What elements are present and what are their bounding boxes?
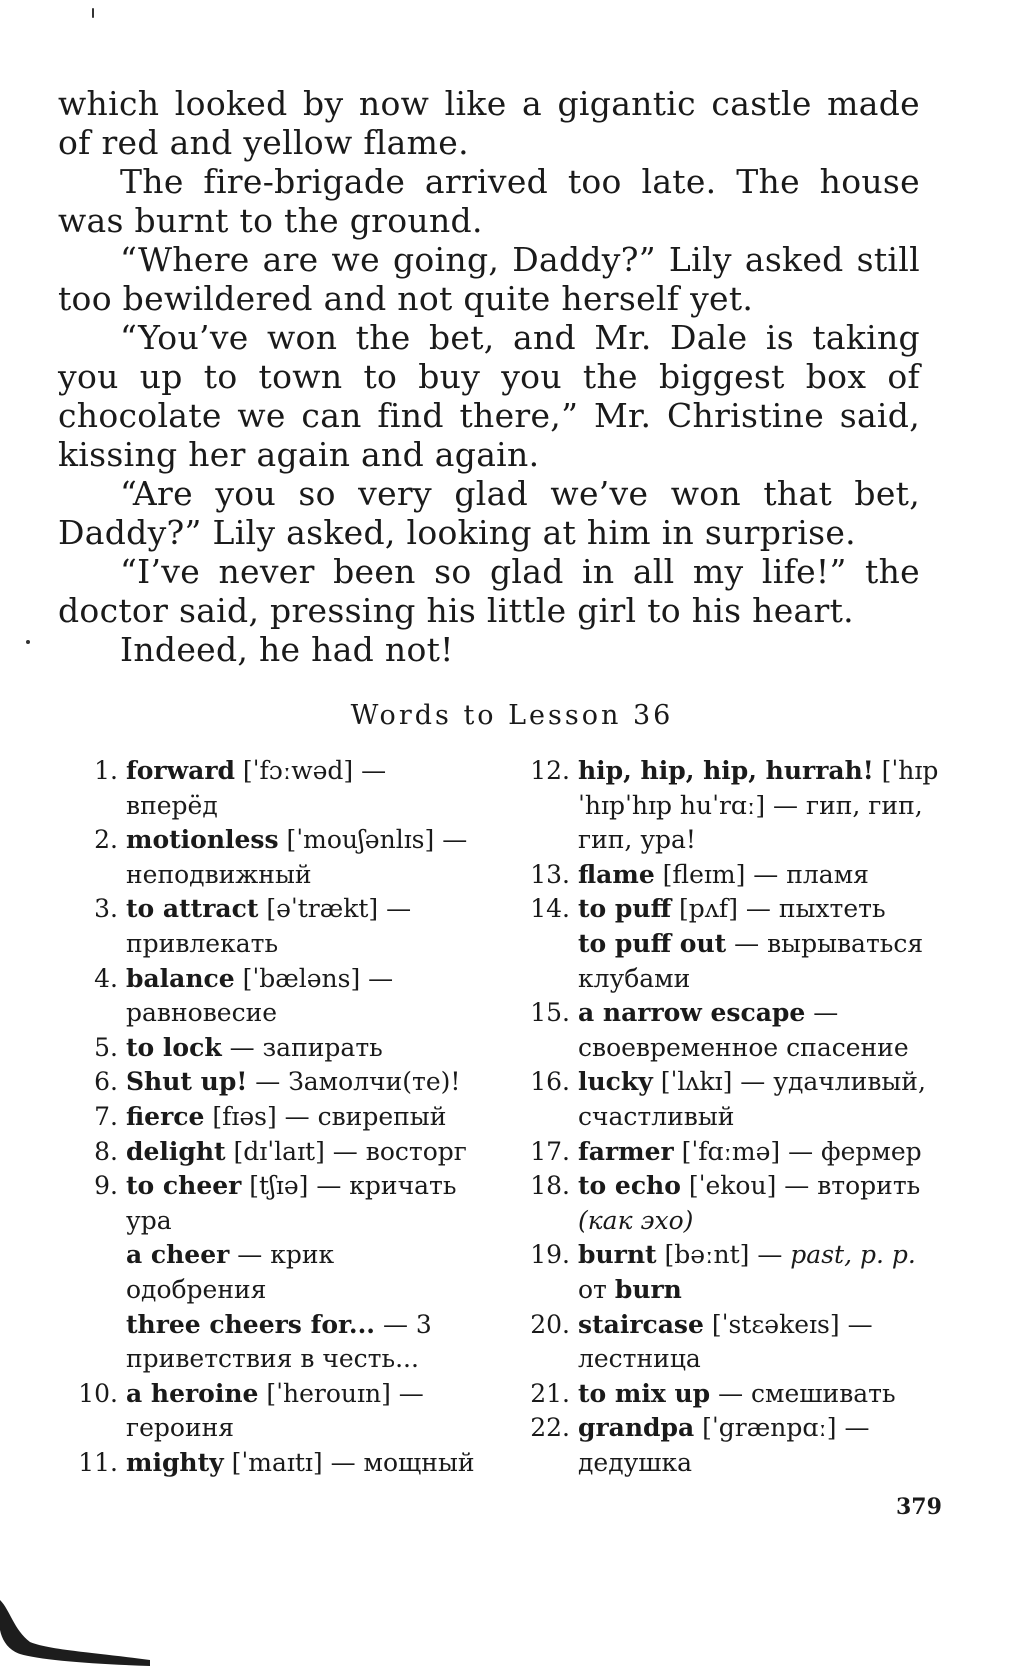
- vocab-entry: [528, 1135, 940, 1170]
- definition: [tʃɪə] — кричать ура: [126, 1171, 457, 1235]
- headword: burnt: [578, 1240, 657, 1270]
- sub-entry: [126, 1308, 476, 1377]
- definition: — запирать: [221, 1032, 383, 1062]
- headword: to lock: [126, 1032, 222, 1062]
- page-number: 379: [896, 1494, 942, 1520]
- headword: to mix up: [578, 1378, 711, 1408]
- headword: grandpa: [578, 1413, 695, 1443]
- vocab-entry: [528, 858, 940, 893]
- headword: fierce: [126, 1101, 205, 1131]
- definition: [ˈfɑːmə] — фермер: [673, 1136, 922, 1166]
- definition: [ˈmouʃənlɪs] — неподвижный: [126, 825, 468, 889]
- definition: [ˈherouɪn] — героиня: [126, 1378, 424, 1443]
- paragraph: “Where are we going, Daddy?” Lily asked still too bewildered and not quite herself yet.: [58, 240, 920, 318]
- vocab-entry: [528, 892, 940, 996]
- vocab-entry: [76, 1446, 476, 1481]
- definition: [ˈlʌkɪ] — удачливый, счастливый: [578, 1067, 926, 1131]
- entry-number: 3.: [94, 894, 118, 924]
- entry-number: 7.: [94, 1101, 118, 1131]
- entry-number: 14.: [530, 894, 570, 924]
- definition: [pʌf] — пыхтеть: [671, 894, 886, 924]
- headword: to puff out: [578, 928, 727, 958]
- definition: — крик одобрения: [126, 1240, 335, 1304]
- definition: [ˈfɔːwəd] — вперёд: [126, 756, 387, 820]
- headword: lucky: [578, 1067, 653, 1097]
- vocab-entry: [528, 1411, 940, 1480]
- headword: a cheer: [126, 1240, 230, 1270]
- headword: delight: [126, 1136, 226, 1166]
- vocab-entry: [76, 1135, 476, 1170]
- definition: — смешивать: [710, 1378, 896, 1408]
- entry-number: 16.: [530, 1067, 570, 1097]
- definition: [bəːnt] —: [656, 1240, 791, 1270]
- paragraph: which looked by now like a gigantic castle made of red and yellow flame.: [58, 84, 920, 162]
- scan-speck: [92, 8, 94, 18]
- headword: to attract: [126, 894, 259, 924]
- headword: a heroine: [126, 1378, 259, 1408]
- vocab-entry: [76, 892, 476, 961]
- entry-number: 17.: [530, 1136, 570, 1166]
- vocabulary-heading: Words to Lesson 36: [350, 700, 674, 731]
- headword: three cheers for...: [126, 1309, 375, 1339]
- headword: to puff: [578, 894, 672, 924]
- headword: staircase: [578, 1309, 704, 1339]
- definition: от: [578, 1274, 615, 1304]
- entry-number: 5.: [94, 1032, 118, 1062]
- vocab-entry: [76, 754, 476, 823]
- entry-number: 18.: [530, 1171, 570, 1201]
- paragraph: The fire-brigade arrived too late. The house was burnt to the ground.: [58, 162, 920, 240]
- headword: forward: [126, 756, 235, 785]
- sub-entry: [126, 1238, 476, 1307]
- definition: [ˈekou] — вторить: [680, 1171, 921, 1201]
- vocabulary-column-right: [528, 754, 940, 1480]
- entry-number: 20.: [530, 1309, 570, 1339]
- definition: [ˈgrænpɑː] — дедушка: [578, 1413, 870, 1477]
- vocab-entry: [76, 823, 476, 892]
- scan-speck: [26, 640, 30, 644]
- paragraph: “You’ve won the bet, and Mr. Dale is taking you up to town to buy you the biggest box of chocolate we can find there,” Mr. Christine said, kissing her again and again.: [58, 318, 920, 474]
- headword: to echo: [578, 1171, 681, 1201]
- paragraph: “Are you so very glad we’ve won that bet, Daddy?” Lily asked, looking at him in surprise.: [58, 474, 920, 552]
- vocabulary-column-left: [76, 754, 476, 1480]
- vocab-entry: [528, 754, 940, 858]
- entry-number: 9.: [94, 1171, 118, 1201]
- entry-number: 12.: [530, 756, 570, 785]
- sub-entry: [578, 927, 940, 996]
- entry-number: 21.: [530, 1378, 570, 1408]
- entry-number: 4.: [94, 963, 118, 993]
- entry-number: 19.: [530, 1240, 570, 1270]
- paragraph: “I’ve never been so glad in all my life!” the doctor said, pressing his little girl to his heart.: [58, 552, 920, 630]
- headword: balance: [126, 963, 235, 993]
- scan-smudge: [0, 1580, 160, 1668]
- vocab-entry: [528, 1065, 940, 1134]
- vocab-entry: [528, 1169, 940, 1238]
- entry-number: 11.: [78, 1447, 118, 1477]
- vocab-entry: [76, 1169, 476, 1377]
- vocab-entry: [76, 1031, 476, 1066]
- vocab-entry: [528, 996, 940, 1065]
- headword: motionless: [126, 825, 279, 855]
- story-text: [58, 84, 920, 669]
- definition: [ˈhɪpˈhɪpˈhɪp huˈrɑː] — гип, гип, гип, ура!: [578, 756, 939, 855]
- definition: [fɪəs] — свирепый: [204, 1101, 447, 1131]
- entry-number: 13.: [530, 859, 570, 889]
- entry-number: 10.: [78, 1378, 118, 1408]
- definition-note: (как эхо): [578, 1205, 694, 1235]
- headword: hip, hip, hip, hurrah!: [578, 756, 874, 785]
- definition: — своевременное спасение: [578, 998, 909, 1062]
- definition: [fleɪm] — пламя: [654, 859, 869, 889]
- headword: to cheer: [126, 1171, 242, 1201]
- definition: [ˈmaɪtɪ] — мощный: [223, 1447, 475, 1477]
- entry-number: 22.: [530, 1413, 570, 1443]
- headword: a narrow escape: [578, 998, 806, 1028]
- vocab-entry: [528, 1308, 940, 1377]
- paragraph: Indeed, he had not!: [120, 630, 454, 669]
- vocab-entry: [76, 1100, 476, 1135]
- headword: Shut up!: [126, 1067, 248, 1097]
- headword: mighty: [126, 1447, 224, 1477]
- vocab-entry: [76, 1065, 476, 1100]
- headword: burn: [614, 1274, 682, 1304]
- vocab-entry: [76, 962, 476, 1031]
- vocab-entry: [76, 1377, 476, 1446]
- entry-number: 1.: [94, 756, 118, 785]
- definition: — Замолчи(те)!: [247, 1067, 461, 1097]
- definition: [dɪˈlaɪt] — восторг: [225, 1136, 467, 1166]
- definition: [ˈstɛəkeɪs] — лестница: [578, 1309, 873, 1374]
- vocab-entry: [528, 1238, 940, 1307]
- vocab-entry: [528, 1377, 940, 1412]
- entry-number: 15.: [530, 998, 570, 1028]
- entry-number: 8.: [94, 1136, 118, 1166]
- definition: — 3 приветствия в честь...: [126, 1309, 432, 1374]
- definition: — вырываться клубами: [578, 928, 924, 993]
- definition-note: past, p. p.: [790, 1240, 916, 1270]
- definition: [ˈbæləns] — равновесие: [126, 963, 394, 1028]
- definition: [əˈtrækt] — привлекать: [126, 894, 412, 958]
- headword: farmer: [578, 1136, 674, 1166]
- entry-number: 2.: [94, 825, 118, 855]
- headword: flame: [578, 859, 655, 889]
- entry-number: 6.: [94, 1067, 118, 1097]
